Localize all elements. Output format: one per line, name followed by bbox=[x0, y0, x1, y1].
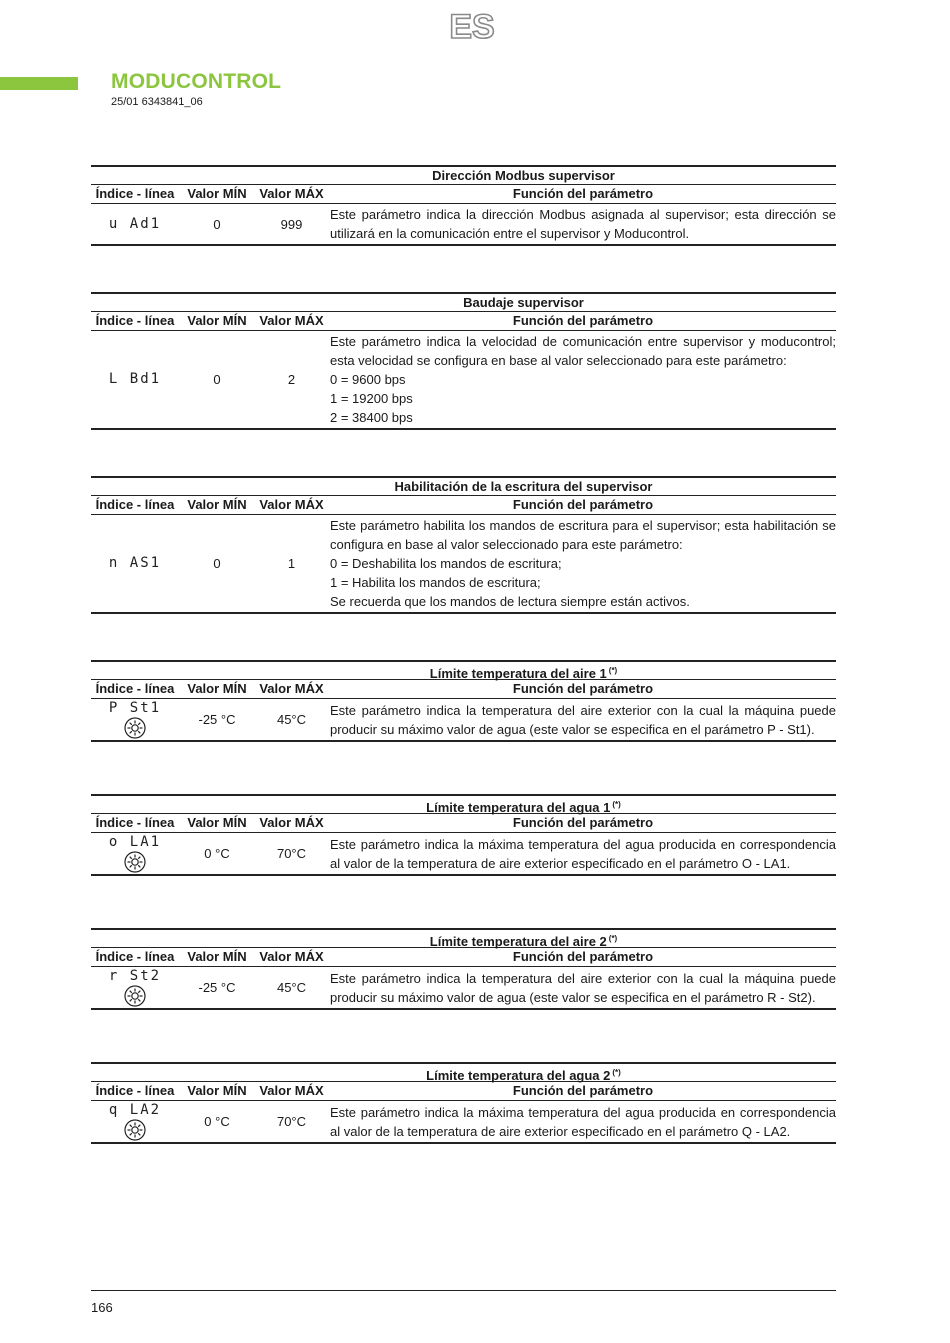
table-header bbox=[91, 679, 836, 698]
parameter-index: L Bd1 bbox=[108, 371, 162, 387]
document-title: MODUCONTROL bbox=[111, 70, 282, 93]
col-index-header: Índice - línea bbox=[95, 681, 175, 696]
max-value: 1 bbox=[287, 556, 296, 571]
function-description: Este parámetro indica la temperatura del aire exterior con la cual la máquina puede producir su máximo valor de agua (este valor se especifica en el parámetro R - St2). bbox=[330, 970, 836, 1005]
col-index-header: Índice - línea bbox=[95, 186, 175, 201]
table-title: Habilitación de la escritura del supervisor bbox=[91, 476, 836, 495]
col-max-header: Valor MÁX bbox=[259, 949, 324, 964]
col-index-header: Índice - línea bbox=[95, 1083, 175, 1098]
parameter-index: P St1 bbox=[108, 700, 162, 716]
param-table-air-limit-1 bbox=[91, 660, 836, 742]
col-index-header: Índice - línea bbox=[95, 949, 175, 964]
min-value: 0 bbox=[213, 372, 221, 387]
min-value: 0 °C bbox=[204, 1114, 230, 1129]
col-max-header: Valor MÁX bbox=[259, 497, 324, 512]
col-min-header: Valor MÍN bbox=[187, 497, 247, 512]
table-row bbox=[91, 1100, 836, 1144]
col-max-header: Valor MÁX bbox=[259, 815, 324, 830]
param-table-write-enable bbox=[91, 476, 836, 614]
sun-icon bbox=[124, 851, 146, 873]
param-table-air-limit-2 bbox=[91, 928, 836, 1010]
footer-divider bbox=[91, 1290, 836, 1291]
col-function-header: Función del parámetro bbox=[512, 949, 654, 964]
sun-icon bbox=[124, 985, 146, 1007]
header-accent-bar bbox=[0, 77, 78, 90]
parameter-index: o LA1 bbox=[108, 834, 162, 850]
table-row bbox=[91, 832, 836, 876]
parameter-index: q LA2 bbox=[108, 1102, 162, 1118]
footnote-mark: (*) bbox=[612, 800, 621, 809]
col-index-header: Índice - línea bbox=[95, 497, 175, 512]
max-value: 45°C bbox=[276, 980, 307, 995]
col-function-header: Función del parámetro bbox=[512, 313, 654, 328]
col-min-header: Valor MÍN bbox=[187, 186, 247, 201]
table-title: Límite temperatura del aire 1 (*) bbox=[91, 660, 836, 679]
footnote-mark: (*) bbox=[608, 934, 618, 943]
col-max-header: Valor MÁX bbox=[259, 186, 324, 201]
document-code: 25/01 6343841_06 bbox=[111, 96, 203, 108]
page-number: 166 bbox=[91, 1300, 113, 1315]
table-title: Límite temperatura del agua 2 (*) bbox=[91, 1062, 836, 1081]
col-index-header: Índice - línea bbox=[95, 815, 175, 830]
table-header bbox=[91, 947, 836, 966]
min-value: 0 bbox=[213, 216, 221, 232]
footnote-mark: (*) bbox=[608, 666, 618, 675]
function-description: Este parámetro indica la máxima temperatura del agua producida en correspondencia al valor de la temperatura de aire exterior especificado en el parámetro Q - LA2. bbox=[330, 1104, 836, 1139]
min-value: 0 °C bbox=[204, 846, 230, 861]
col-max-header: Valor MÁX bbox=[259, 681, 324, 696]
parameter-index: u Ad1 bbox=[108, 215, 162, 232]
table-row bbox=[91, 966, 836, 1010]
param-table-modbus-address bbox=[91, 165, 836, 246]
language-badge-es bbox=[449, 6, 495, 46]
col-min-header: Valor MÍN bbox=[187, 1083, 247, 1098]
function-description: Este parámetro indica la velocidad de comunicación entre supervisor y moducontrol; esta velocidad se configura en base al valor seleccionado para este parámetro: 0 = 9600 bps 1 = 19200 bps 2 = 38400 bps bbox=[330, 334, 836, 425]
language-code: ES bbox=[449, 8, 495, 46]
table-header bbox=[91, 495, 836, 514]
table-header bbox=[91, 1081, 836, 1100]
col-max-header: Valor MÁX bbox=[259, 1083, 324, 1098]
min-value: -25 °C bbox=[198, 712, 236, 727]
table-title: Baudaje supervisor bbox=[91, 292, 836, 311]
col-function-header: Función del parámetro bbox=[512, 815, 654, 830]
col-min-header: Valor MÍN bbox=[187, 681, 247, 696]
col-min-header: Valor MÍN bbox=[187, 815, 247, 830]
max-value: 2 bbox=[287, 372, 296, 387]
function-description: Este parámetro indica la temperatura del aire exterior con la cual la máquina puede producir su máximo valor de agua (este valor se especifica en el parámetro P - St1). bbox=[330, 702, 836, 737]
footnote-mark: (*) bbox=[612, 1068, 621, 1077]
function-description: Este parámetro habilita los mandos de escritura para el supervisor; esta habilitación se configura en base al valor seleccionado para este parámetro: 0 = Deshabilita los mandos de escritura; 1 = Habilita los mandos de escritura; Se recuerda que los mandos de lectura siempre están activos. bbox=[330, 518, 836, 609]
max-value: 70°C bbox=[276, 1114, 307, 1129]
col-function-header: Función del parámetro bbox=[512, 497, 654, 512]
param-table-baud-rate bbox=[91, 292, 836, 430]
col-function-header: Función del parámetro bbox=[512, 681, 654, 696]
parameter-index: n AS1 bbox=[108, 555, 162, 571]
sun-icon bbox=[124, 717, 146, 739]
table-row bbox=[91, 698, 836, 742]
parameter-index: r St2 bbox=[108, 968, 162, 984]
table-title: Límite temperatura del agua 1 (*) bbox=[91, 794, 836, 813]
col-min-header: Valor MÍN bbox=[187, 313, 247, 328]
param-table-water-limit-2 bbox=[91, 1062, 836, 1144]
table-row bbox=[91, 203, 836, 246]
table-row bbox=[91, 330, 836, 430]
min-value: -25 °C bbox=[198, 980, 236, 995]
table-title: Límite temperatura del aire 2 (*) bbox=[91, 928, 836, 947]
max-value: 70°C bbox=[276, 846, 307, 861]
function-description: Este parámetro indica la dirección Modbus asignada al supervisor; esta dirección se utilizará en la comunicación entre el supervisor y Moducontrol. bbox=[330, 207, 836, 241]
table-title: Dirección Modbus supervisor bbox=[91, 165, 836, 184]
sun-icon bbox=[124, 1119, 146, 1141]
function-description: Este parámetro indica la máxima temperatura del agua producida en correspondencia al valor de la temperatura de aire exterior especificado en el parámetro O - LA1. bbox=[330, 836, 836, 871]
col-function-header: Función del parámetro bbox=[512, 1083, 654, 1098]
col-function-header: Función del parámetro bbox=[512, 186, 654, 201]
table-row bbox=[91, 514, 836, 614]
min-value: 0 bbox=[213, 556, 221, 571]
max-value: 999 bbox=[280, 216, 303, 232]
col-min-header: Valor MÍN bbox=[187, 949, 247, 964]
table-header bbox=[91, 184, 836, 203]
table-header bbox=[91, 813, 836, 832]
param-table-water-limit-1 bbox=[91, 794, 836, 876]
table-header bbox=[91, 311, 836, 330]
max-value: 45°C bbox=[276, 712, 307, 727]
col-max-header: Valor MÁX bbox=[259, 313, 324, 328]
col-index-header: Índice - línea bbox=[95, 313, 175, 328]
